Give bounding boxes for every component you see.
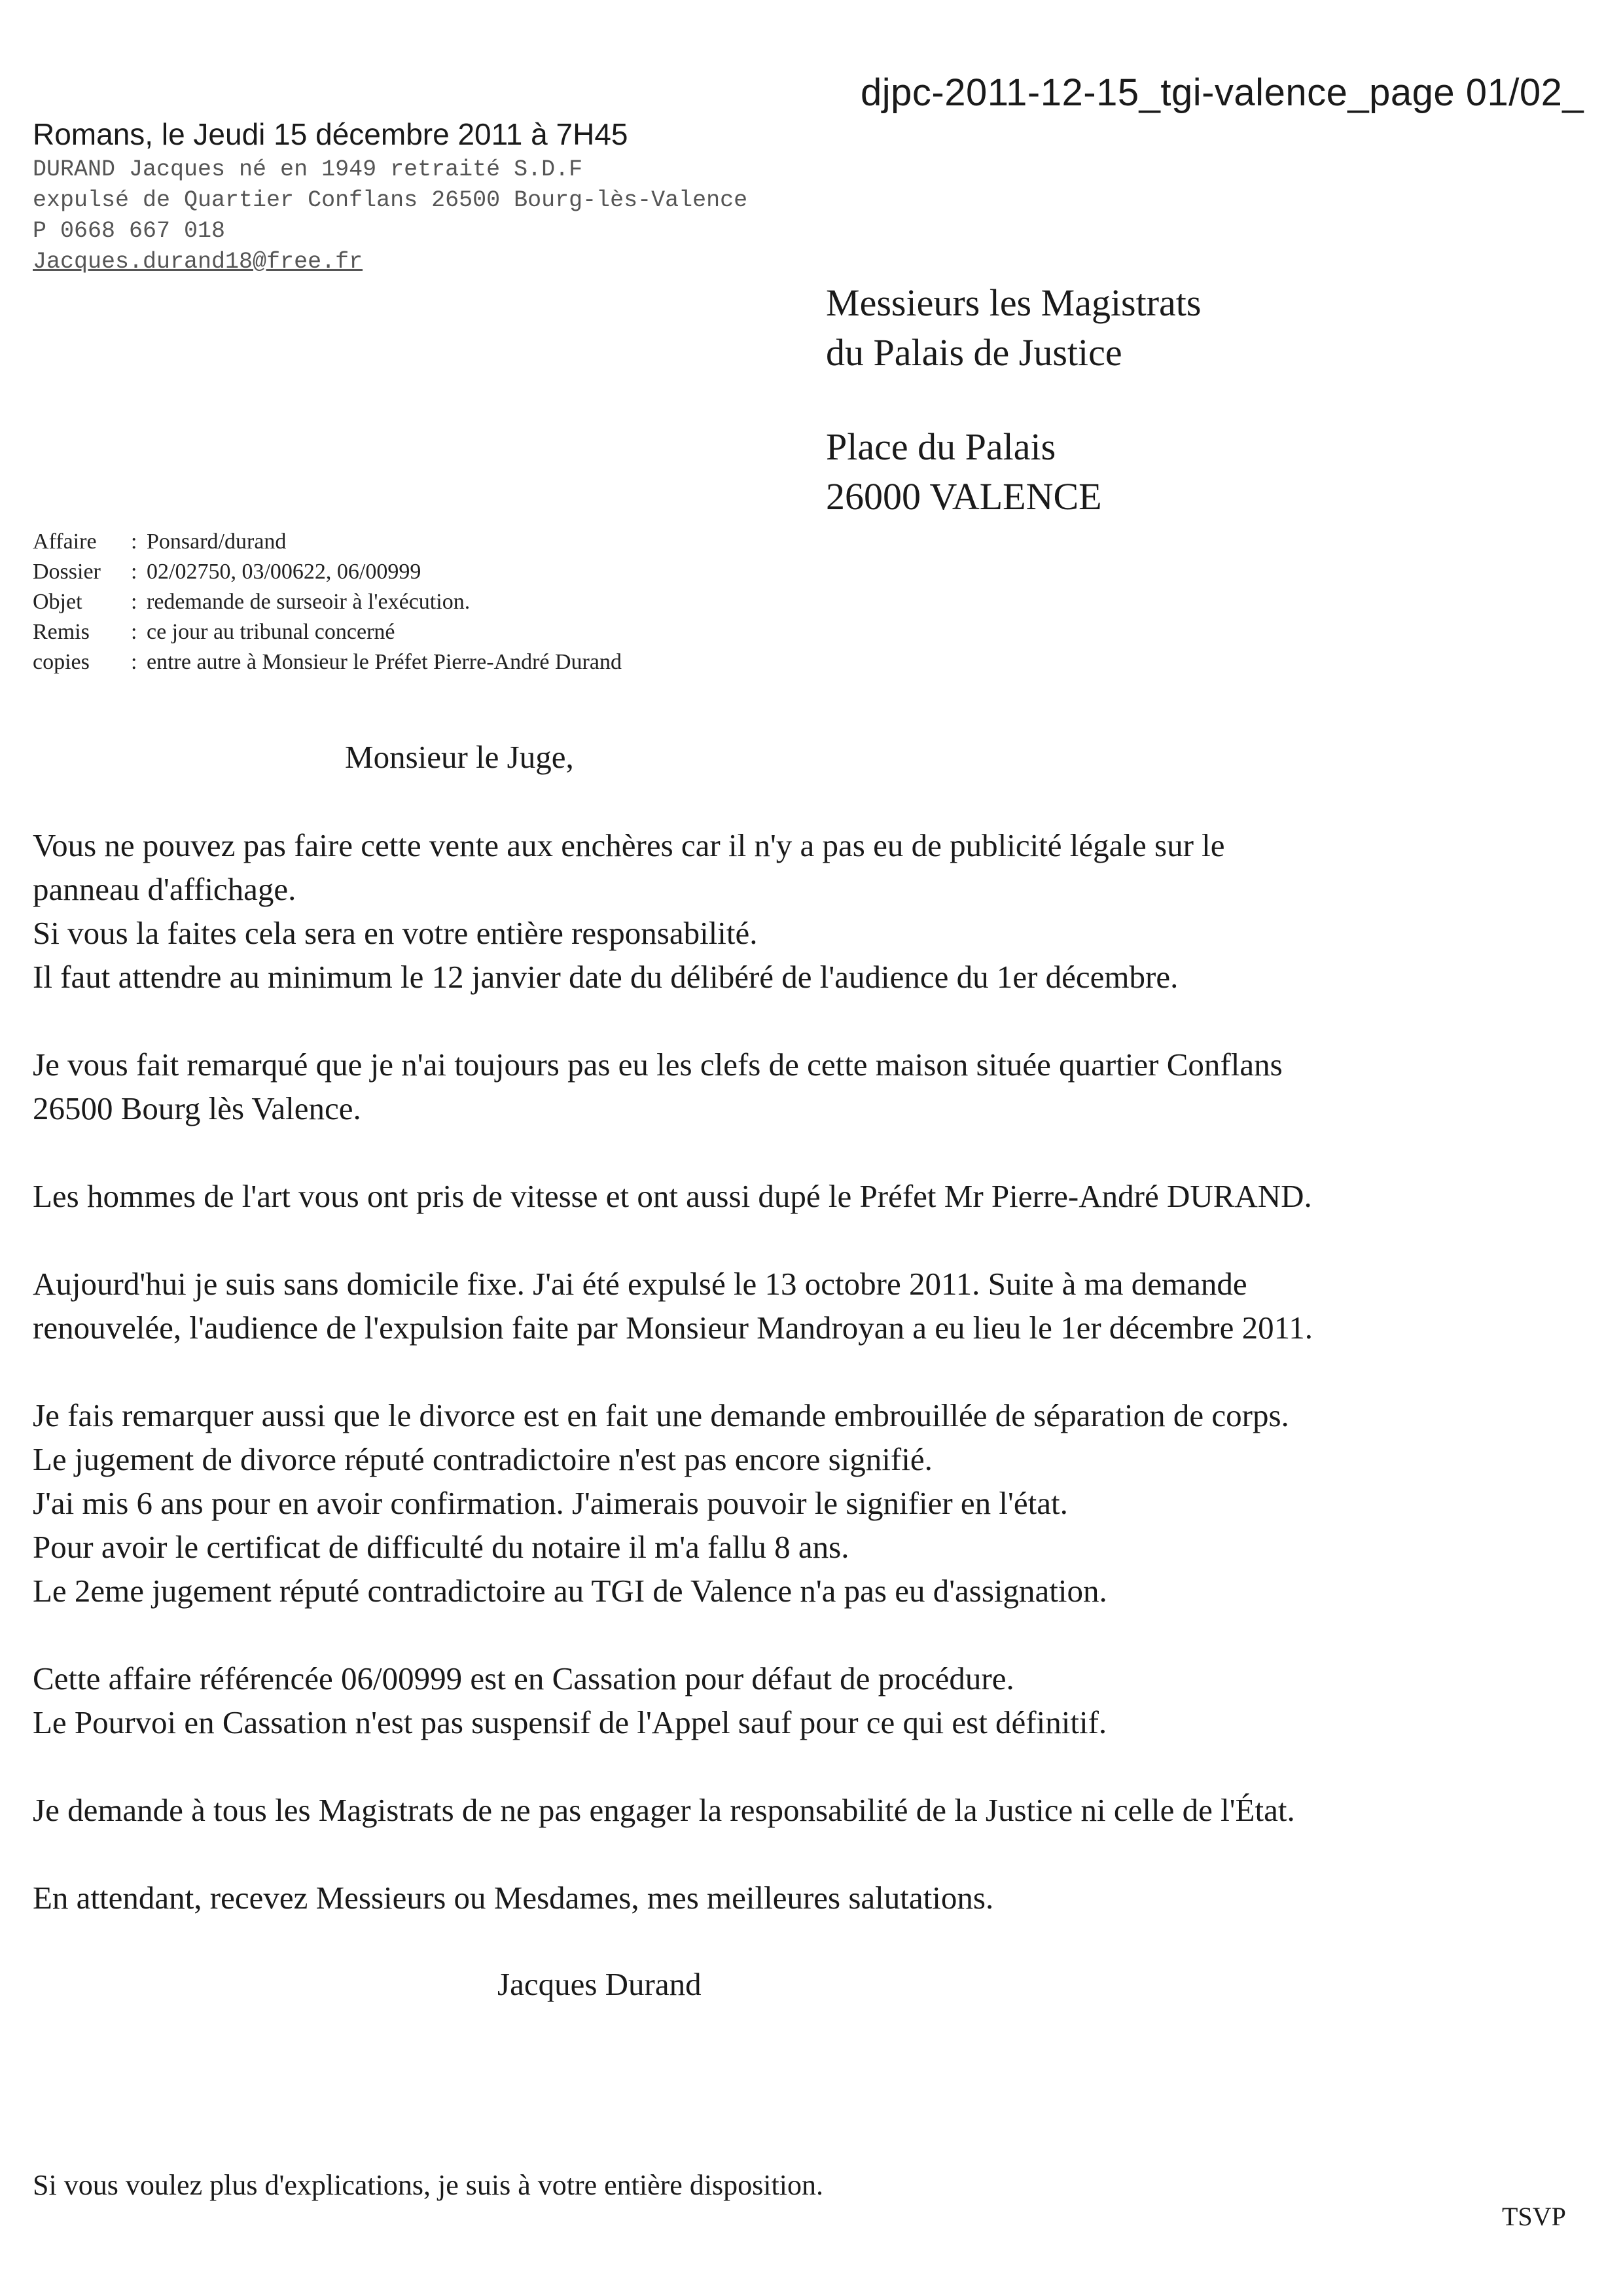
reference-block [33, 527, 622, 677]
recipient-line: Messieurs les Magistrats [826, 281, 1202, 324]
reference-value: Ponsard/durand [147, 529, 287, 554]
recipient-block [826, 278, 1202, 522]
recipient-line: Place du Palais [826, 425, 1056, 468]
sender-email-link[interactable]: Jacques.durand18@free.fr [33, 249, 363, 275]
document-reference: djpc-2011-12-15_tgi-valence_page 01/02_ [861, 71, 1584, 114]
paragraph [33, 1174, 1313, 1218]
paragraph [33, 1788, 1313, 1832]
paragraph [33, 1043, 1313, 1130]
sender-phone: P 0668 667 018 [33, 218, 226, 244]
text-line: Je fais remarquer aussi que le divorce est en fait une demande embrouillée de séparation de corps. [33, 1397, 1289, 1433]
recipient-line: du Palais de Justice [826, 331, 1122, 374]
text-line: Les hommes de l'art vous ont pris de vitesse et ont aussi dupé le Préfet Mr Pierre-André DURAND. [33, 1178, 1312, 1214]
text-line: Le 2eme jugement réputé contradictoire au TGI de Valence n'a pas eu d'assignation. [33, 1573, 1107, 1609]
reference-row: Dossier : 02/02750, 03/00622, 06/00999 [33, 557, 622, 587]
recipient-line: 26000 VALENCE [826, 475, 1102, 518]
text-line: Pour avoir le certificat de difficulté du notaire il m'a fallu 8 ans. [33, 1529, 849, 1565]
text-line: Vous ne pouvez pas faire cette vente aux enchères car il n'y a pas eu de publicité légale sur le [33, 827, 1225, 863]
reference-row: Affaire : Ponsard/durand [33, 527, 622, 557]
text-line: Le jugement de divorce réputé contradictoire n'est pas encore signifié. [33, 1441, 933, 1477]
paragraph [33, 823, 1313, 999]
reference-label: Dossier [33, 560, 101, 584]
reference-label: Remis [33, 620, 90, 644]
paragraph [33, 1657, 1313, 1744]
text-line: panneau d'affichage. [33, 871, 296, 907]
text-line: J'ai mis 6 ans pour en avoir confirmation. J'aimerais pouvoir le signifier en l'état. [33, 1485, 1068, 1521]
reference-label: copies [33, 650, 90, 674]
footer-note: Si vous voulez plus d'explications, je suis à votre entière disposition. [33, 2169, 823, 2201]
reference-value: ce jour au tribunal concerné [147, 620, 395, 644]
text-line: Si vous la faites cela sera en votre entière responsabilité. [33, 915, 758, 951]
reference-row: Remis : ce jour au tribunal concerné [33, 617, 622, 647]
sender-name-line: DURAND Jacques né en 1949 retraité S.D.F [33, 156, 583, 183]
text-line: Je demande à tous les Magistrats de ne pas engager la responsabilité de la Justice ni celle de l'État. [33, 1792, 1295, 1828]
text-line: renouvelée, l'audience de l'expulsion faite par Monsieur Mandroyan a eu lieu le 1er décembre 2011. [33, 1310, 1313, 1346]
text-line: Aujourd'hui je suis sans domicile fixe. J'ai été expulsé le 13 octobre 2011. Suite à ma demande [33, 1266, 1247, 1302]
paragraph [33, 1262, 1313, 1350]
reference-label: Objet [33, 590, 82, 614]
text-line: Il faut attendre au minimum le 12 janvier date du délibéré de l'audience du 1er décembre. [33, 959, 1179, 995]
salutation: Monsieur le Juge, [345, 739, 574, 775]
reference-row: copies : entre autre à Monsieur le Préfet Pierre-André Durand [33, 647, 622, 677]
reference-label: Affaire [33, 529, 97, 554]
signature-name: Jacques Durand [497, 1966, 702, 2002]
letter-body [33, 823, 1313, 1964]
paragraph [33, 1393, 1313, 1613]
paragraph [33, 1876, 1313, 1920]
text-line: Je vous fait remarqué que je n'ai toujours pas eu les clefs de cette maison située quartier Conflans [33, 1047, 1283, 1083]
text-line: Le Pourvoi en Cassation n'est pas suspensif de l'Appel sauf pour ce qui est définitif. [33, 1704, 1107, 1740]
reference-value: 02/02750, 03/00622, 06/00999 [147, 560, 421, 584]
turn-over-marker: TSVP [1502, 2202, 1566, 2231]
text-line: 26500 Bourg lès Valence. [33, 1090, 361, 1126]
sender-block [33, 154, 747, 278]
reference-row: Objet : redemande de surseoir à l'exécution. [33, 587, 622, 617]
sender-address-line: expulsé de Quartier Conflans 26500 Bourg-lès-Valence [33, 187, 748, 213]
text-line: En attendant, recevez Messieurs ou Mesdames, mes meilleures salutations. [33, 1880, 994, 1916]
reference-value: entre autre à Monsieur le Préfet Pierre-André Durand [147, 650, 622, 674]
place-and-date: Romans, le Jeudi 15 décembre 2011 à 7H45 [33, 117, 628, 151]
reference-value: redemande de surseoir à l'exécution. [147, 590, 471, 614]
text-line: Cette affaire référencée 06/00999 est en Cassation pour défaut de procédure. [33, 1660, 1014, 1696]
